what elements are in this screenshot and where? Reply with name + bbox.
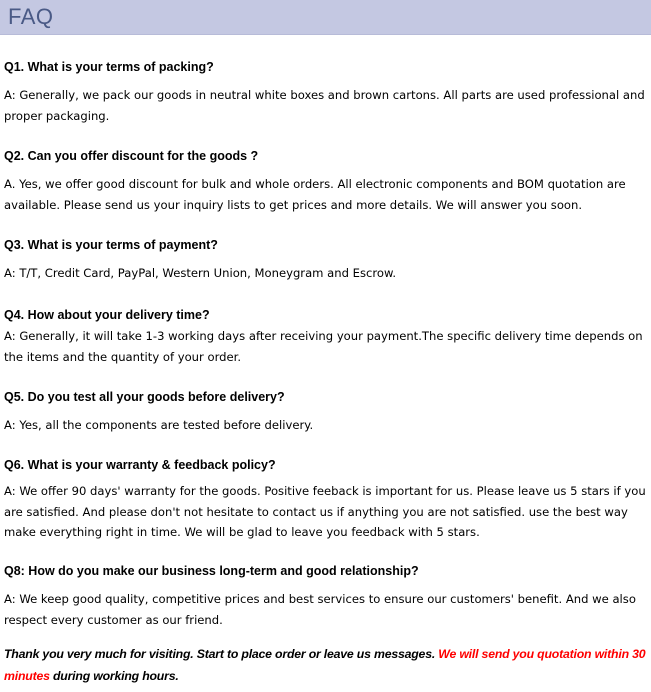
faq-question: Q8: How do you make our business long-term and good relationship? [4, 564, 419, 578]
faq-answer: A: Yes, all the components are tested before delivery. [4, 418, 314, 432]
faq-header [0, 0, 651, 35]
faq-question: Q1. What is your terms of packing? [4, 60, 214, 74]
closing-text-hours: during working hours. [52, 669, 179, 683]
faq-answer: A: We keep good quality, competitive prices and best services to ensure our customers' benefit. And we also respect every customer as our friend. [4, 592, 636, 627]
faq-question: Q3. What is your terms of payment? [4, 238, 218, 252]
faq-item-q6 [4, 455, 646, 543]
closing-message [4, 643, 646, 687]
faq-item-q5 [4, 387, 646, 436]
faq-item-q1 [4, 57, 646, 126]
faq-question: Q6. What is your warranty & feedback policy? [4, 458, 276, 472]
faq-answer: A. Yes, we offer good discount for bulk and whole orders. All electronic components and BOM quotation are available. Please send us your inquiry lists to get prices and more details. We will answer you soon. [4, 177, 626, 212]
faq-item-q4 [4, 305, 646, 367]
faq-item-q8 [4, 561, 646, 630]
faq-item-q3 [4, 235, 646, 284]
faq-answer: A: Generally, we pack our goods in neutral white boxes and brown cartons. All parts are used professional and proper packaging. [4, 88, 645, 123]
page-title: FAQ [8, 4, 54, 29]
faq-question: Q2. Can you offer discount for the goods ? [4, 149, 259, 163]
faq-question: Q5. Do you test all your goods before delivery? [4, 390, 285, 404]
closing-text-quotation: We will send you quotation within 30 minutes [4, 647, 646, 683]
faq-answer: A: T/T, Credit Card, PayPal, Western Union, Moneygram and Escrow. [4, 266, 397, 280]
faq-answer: A: Generally, it will take 1-3 working days after receiving your payment.The specific delivery time depends on the items and the quantity of your order. [4, 329, 643, 364]
faq-item-q2 [4, 146, 646, 215]
faq-question: Q4. How about your delivery time? [4, 308, 210, 322]
closing-text-thanks: Thank you very much for visiting. Start to place order or leave us messages. [4, 647, 436, 661]
faq-answer: A: We offer 90 days' warranty for the goods. Positive feeback is important for us. Please leave us 5 stars if you are satisfied. And please don't not hesitate to contact us if anything you are not satisfied. use the best way make everything right in time. We will be glad to leave you feedback with 5 stars. [4, 484, 646, 539]
